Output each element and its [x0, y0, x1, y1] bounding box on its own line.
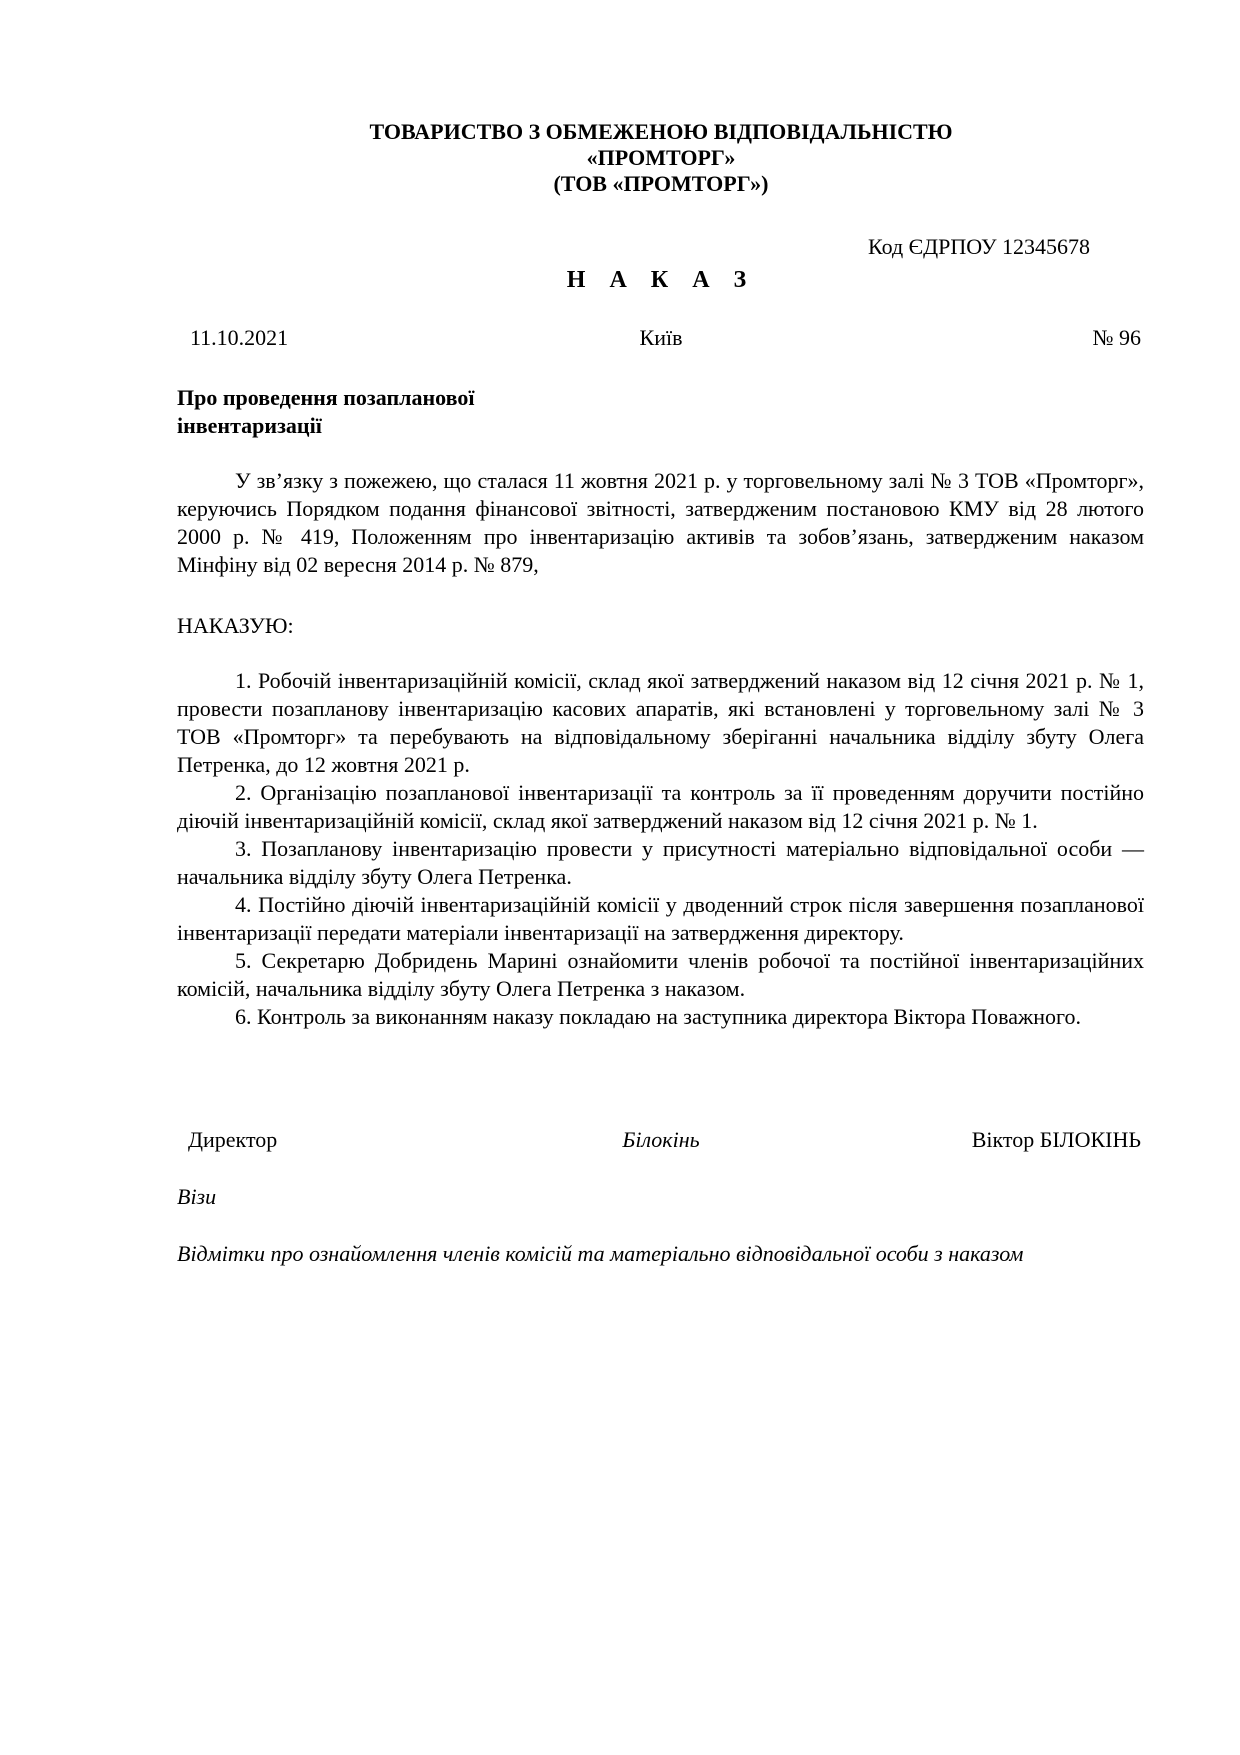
- document-title: Н А К А З: [566, 267, 756, 293]
- acknowledgement-section: Відмітки про ознайомлення членів комісій та матеріально відповідальної особи з наказом: [177, 1241, 1024, 1266]
- signatory-position: Директор: [188, 1127, 278, 1152]
- organization-header: [0, 119, 1240, 197]
- organization-short-name: (ТОВ «ПРОМТОРГ»): [553, 171, 769, 196]
- organization-name-line-2: «ПРОМТОРГ»: [586, 145, 736, 170]
- order-subject-line-1: Про проведення позапланової: [177, 385, 475, 410]
- handwritten-signature: Білокінь: [622, 1127, 700, 1152]
- edrpou-code: Код ЄДРПОУ 12345678: [868, 234, 1091, 259]
- preamble-paragraph: У зв’язку з пожежею, що сталася 11 жовтня 2021 р. у торговельному залі № 3 ТОВ «Промторг», керуючись Порядком подання фінансової звітності, затвердженим постановою КМУ від 28 лютого 2000 р. № 419, Положенням про інвентаризацію активів та зобов’язань, затвердженим наказом Мінфіну від 02 вересня 2014 р. № 879,: [177, 468, 1144, 577]
- signatory-name: Віктор БІЛОКІНЬ: [971, 1127, 1141, 1152]
- document-city: Київ: [639, 325, 683, 350]
- order-item: 4. Постійно діючій інвентаризаційній комісії у дводенний строк після завершення позапланової інвентаризації передати матеріали інвентаризації на затвердження директору.: [177, 892, 1144, 945]
- organization-name-line-1: ТОВАРИСТВО З ОБМЕЖЕНОЮ ВІДПОВІДАЛЬНІСТЮ: [369, 119, 953, 144]
- order-item: 6. Контроль за виконанням наказу покладаю на заступника директора Віктора Поважного.: [235, 1004, 1081, 1029]
- order-item: 2. Організацію позапланової інвентаризації та контроль за її проведенням доручити постійно діючій інвентаризаційній комісії, склад якої затверджений наказом від 12 січня 2021 р. № 1.: [177, 780, 1144, 833]
- order-item: 5. Секретарю Добридень Марині ознайомити членів робочої та постійної інвентаризаційних комісій, начальника відділу збуту Олега Петренка з наказом.: [177, 948, 1144, 1001]
- preamble-block: [177, 467, 1144, 579]
- document-number: № 96: [1092, 325, 1141, 350]
- order-item: 3. Позапланову інвентаризацію провести у присутності матеріально відповідальної особи — начальника відділу збуту Олега Петренка.: [177, 836, 1144, 889]
- order-item: 1. Робочій інвентаризаційній комісії, склад якої затверджений наказом від 12 січня 2021 р. № 1, провести позапланову інвентаризацію касових апаратів, які встановлені у торговельному залі № 3 ТОВ «Промторг» та перебувають на відповідальному зберіганні начальника відділу збуту Олега Петренка, до 12 жовтня 2021 р.: [177, 668, 1144, 777]
- order-items-list: [177, 667, 1144, 1031]
- document-date: 11.10.2021: [190, 325, 289, 350]
- visas-section: Візи: [177, 1184, 217, 1209]
- order-subject: [177, 384, 474, 440]
- order-subject-line-2: інвентаризації: [177, 413, 322, 438]
- order-directive: НАКАЗУЮ:: [177, 613, 294, 638]
